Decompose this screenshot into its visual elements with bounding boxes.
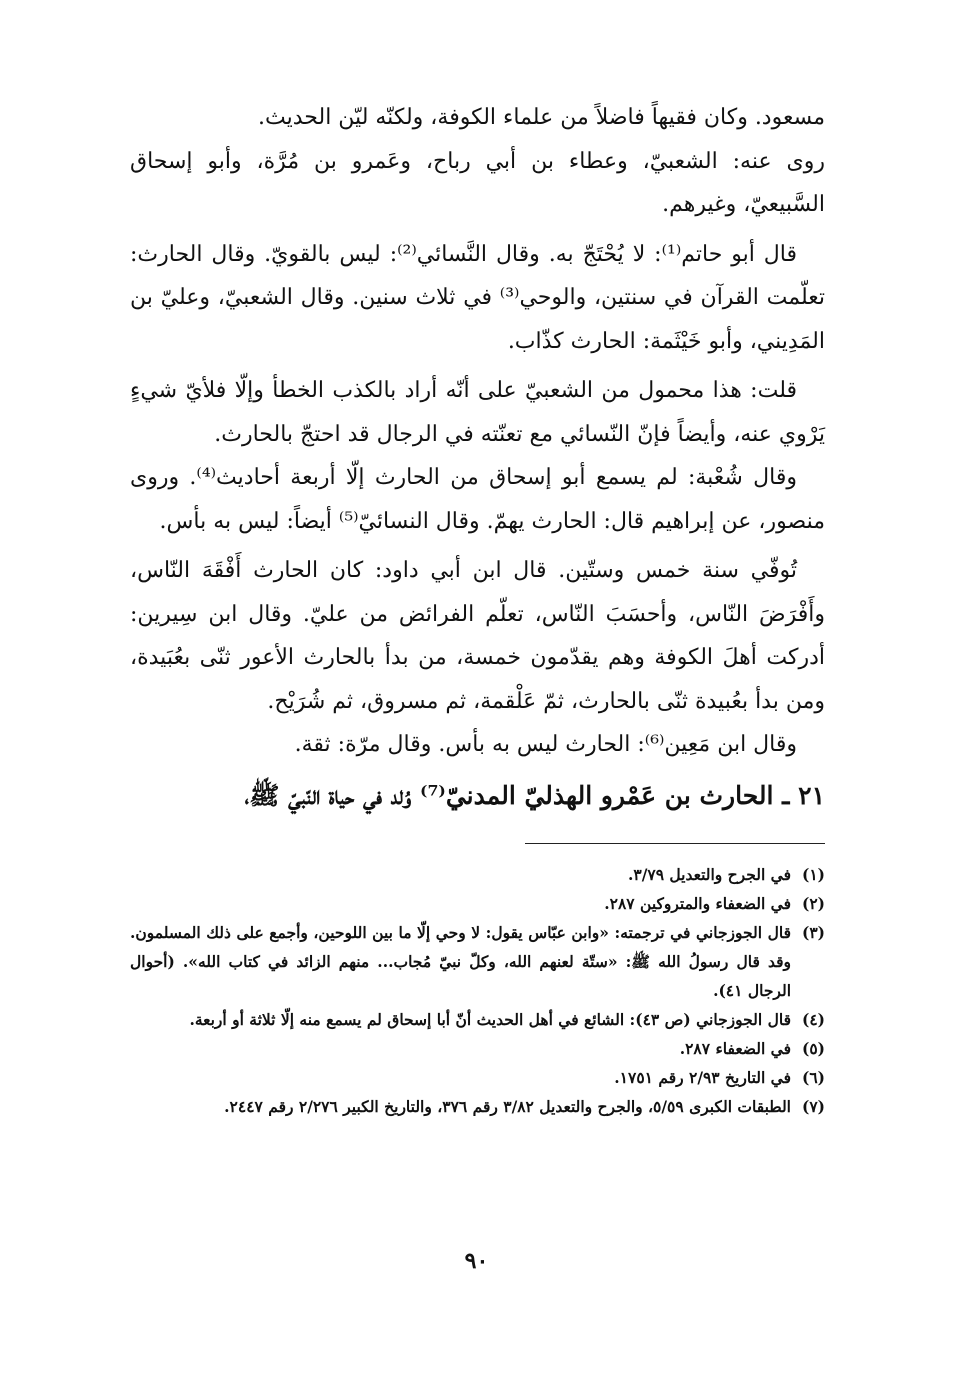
footnote-item (130, 860, 825, 889)
paragraph: قال أبو حاتم⁽¹⁾: لا يُحْتَجّ به. وقال النَّسائي⁽²⁾: ليس بالقويّ. وقال الحارث: تعلّمت القرآن في سنتين، والوحي⁽³⁾ في ثلاث سنين. وقال الشعبيّ، وعليّ بن المَدِيني، وأبو خَيْثَمة: الحارث كذّاب. (130, 241, 825, 354)
footnote-item (130, 1063, 825, 1092)
footnote-number: (٢) (801, 893, 825, 913)
paragraph: وقال ابن مَعِين⁽⁶⁾: الحارث ليس به بأس. وقال مرّة: ثقة. (294, 732, 797, 757)
footnote-text: في الضعفاء والمتروكين ٢٨٧. (604, 893, 791, 913)
footnotes (130, 860, 825, 1121)
footnote-divider (525, 843, 825, 844)
footnote-text: في الضعفاء ٢٨٧. (679, 1038, 791, 1058)
footnote-text: في التاريخ ٢/٩٣ رقم ١٧٥١. (614, 1067, 791, 1087)
footnote-item (130, 1034, 825, 1063)
footnote-text: قال الجوزجاني (ص ٤٣): الشائع في أهل الحديث أنّ أبا إسحاق لم يسمع منه إلّا ثلاثة أو أربعة. (189, 1009, 791, 1029)
footnote-text: في الجرح والتعديل ٣/٧٩. (627, 864, 791, 884)
footnote-number: (٧) (801, 1096, 825, 1116)
footnote-number: (١) (801, 864, 825, 884)
footnote-text: الطبقات الكبرى ٥/٥٩، والجرح والتعديل ٣/٨٢ رقم ٣٧٦، والتاريخ الكبير ٢/٢٧٦ رقم ٢٤٤٧. (224, 1096, 791, 1116)
paragraph: روى عنه: الشعبيّ، وعطاء بن أبي رباح، وعَمرو بن مُرَّة، وأبو إسحاق السَّبيعيّ، وغيرهم. (130, 148, 825, 217)
footnote-item (130, 889, 825, 918)
page-number: ٩٠ (464, 1248, 489, 1274)
footnote-text: قال الجوزجاني في ترجمته: «وابن عبّاس يقول: لا وحي إلّا ما بين اللوحين، وأجمع على ذلك المسلمون. وقد قال رسولُ الله ﷺ: «ستّة لعنهم الله، وكلّ نبيّ مُجاب... منهم الزائد في كتاب الله». (أحوال الرجال ٤١). (130, 922, 791, 1000)
paragraph: مسعود. وكان فقيهاً فاضلاً من علماء الكوفة، ولكنّه ليّن الحديث. (258, 105, 825, 130)
entry-heading: ٢١ ـ الحارث بن عَمْرو الهذليّ المدنيّ⁽⁷⁾ وُلد في حياة النّبيّ ﷺ، (244, 780, 825, 810)
footnote-item (130, 918, 825, 1005)
footnote-number: (٦) (801, 1067, 825, 1087)
main-text (130, 96, 825, 767)
footnote-item (130, 1005, 825, 1034)
footnote-number: (٣) (801, 922, 825, 942)
paragraph: تُوفّي سنة خمس وستّين. قال ابن أبي داود: كان الحارث أَفْقَهَ النّاس، وأَفْرَضَ النّاس، وأحسَبَ النّاس، تعلّم الفرائض من عليّ. وقال ابن سِيرين: أدركت أهلَ الكوفة وهم يقدّمون خمسة، من بدأ بالحارث الأعور ثنّى بعُبَيدة، ومن بدأ بعُبيدة ثنّى بالحارث، ثمّ عَلْقمة، ثم مسروق، ثم شُرَيْح. (130, 558, 825, 714)
footnote-number: (٥) (801, 1038, 825, 1058)
footnote-item (130, 1092, 825, 1121)
footnote-number: (٤) (801, 1009, 825, 1029)
paragraph: قلت: هذا محمول من الشعبيّ على أنّه أراد بالكذب الخطأ وإلّا فلأيّ شيءٍ يَرْوي عنه، وأيضاً فإنّ النّسائي مع تعنّته في الرجال قد احتجّ بالحارث. (130, 378, 825, 447)
paragraph: وقال شُعْبة: لم يسمع أبو إسحاق من الحارث إلّا أربعة أحاديث⁽⁴⁾. وروى منصور، عن إبراهيم قال: الحارث يهمّ. وقال النسائيّ⁽⁵⁾ أيضاً: ليس به بأس. (130, 465, 825, 534)
